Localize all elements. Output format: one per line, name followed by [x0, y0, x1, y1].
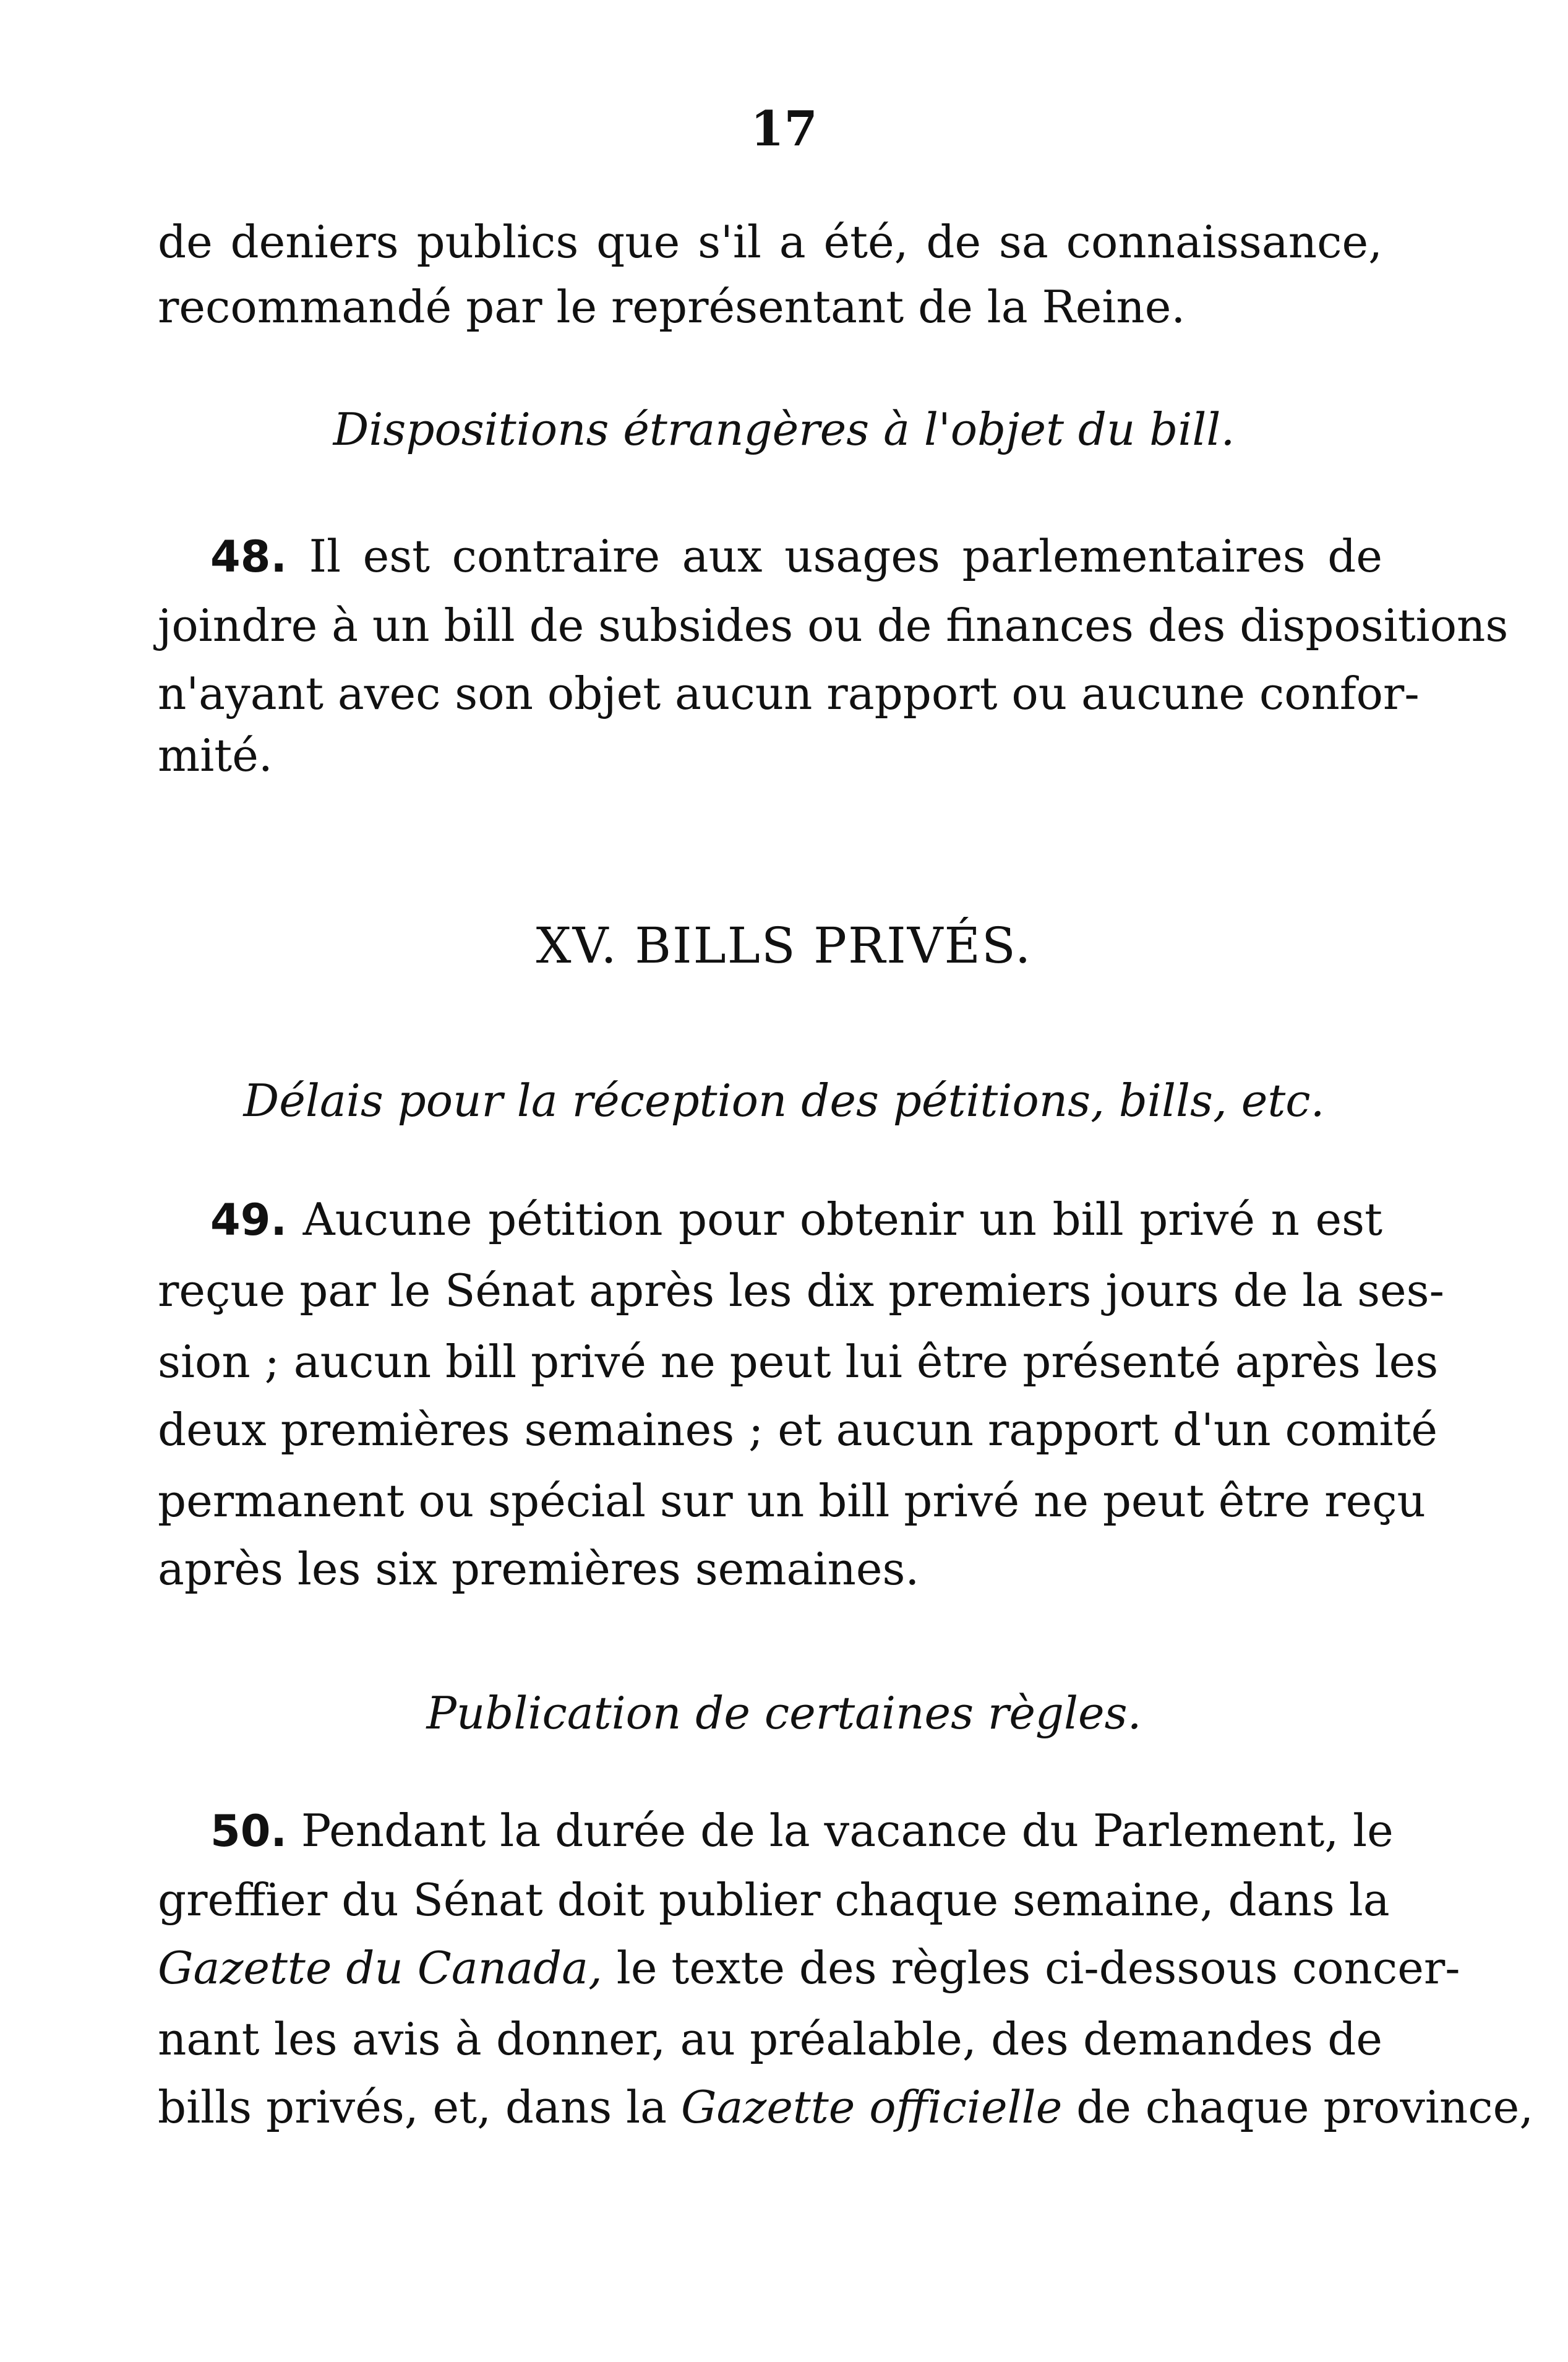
rule-49-line-text: Aucune pétition pour obtenir un bill privé n est: [287, 1193, 1382, 1245]
paragraph-line: n'ayant avec son objet aucun rapport ou aucune confor-: [158, 668, 1420, 719]
rule-49-line: [210, 1194, 1382, 1245]
gazette-du-canada: Gazette du Canada,: [158, 1942, 602, 1994]
paragraph-line: reçue par le Sénat après les dix premiers jours de la ses-: [158, 1265, 1444, 1316]
paragraph-line: après les six premières semaines.: [158, 1543, 920, 1595]
rule-48-line-text: Il est contraire aux usages parlementaires de: [287, 530, 1382, 582]
line-text: bills privés, et, dans la: [158, 2081, 681, 2133]
paragraph-line: nant les avis à donner, au préalable, des demandes de: [158, 2013, 1382, 2065]
line-text: le texte des règles ci-dessous concer-: [602, 1942, 1460, 1994]
paragraph-line: [158, 1942, 1460, 1994]
rule-48-number: 48.: [210, 531, 288, 582]
rule-49-subtitle: Délais pour la réception des pétitions, bills, etc.: [243, 1075, 1325, 1127]
section-heading: XV. BILLS PRIVÉS.: [536, 917, 1032, 974]
rule-49-number: 49.: [210, 1195, 288, 1245]
page-number: 17: [750, 101, 818, 157]
paragraph-line: permanent ou spécial sur un bill privé ne peut être reçu: [158, 1475, 1426, 1527]
paragraph-line: de deniers publics que s'il a été, de sa connaissance,: [158, 216, 1382, 268]
gazette-officielle: Gazette officielle: [680, 2081, 1063, 2133]
paragraph-line: sion ; aucun bill privé ne peut lui être présenté après les: [158, 1336, 1439, 1388]
paragraph-line: greffier du Sénat doit publier chaque semaine, dans la: [158, 1874, 1390, 1926]
paragraph-line: joindre à un bill de subsides ou de finances des dispositions: [158, 599, 1509, 651]
rule-50-line: [210, 1805, 1394, 1857]
paragraph-line: deux premières semaines ; et aucun rapport d'un comité: [158, 1404, 1438, 1456]
rule-50-number: 50.: [210, 1806, 288, 1857]
paragraph-line: [158, 2081, 1534, 2133]
rule-48-subtitle: Dispositions étrangères à l'objet du bill.: [333, 403, 1235, 455]
paragraph-line: recommandé par le représentant de la Reine.: [158, 281, 1186, 333]
line-text: de chaque province,: [1062, 2081, 1534, 2133]
rule-50-line-text: Pendant la durée de la vacance du Parlement, le: [287, 1805, 1394, 1857]
rule-48-line: [210, 531, 1382, 582]
paragraph-line: mité.: [158, 729, 273, 781]
rule-50-subtitle: Publication de certaines règles.: [426, 1687, 1142, 1739]
